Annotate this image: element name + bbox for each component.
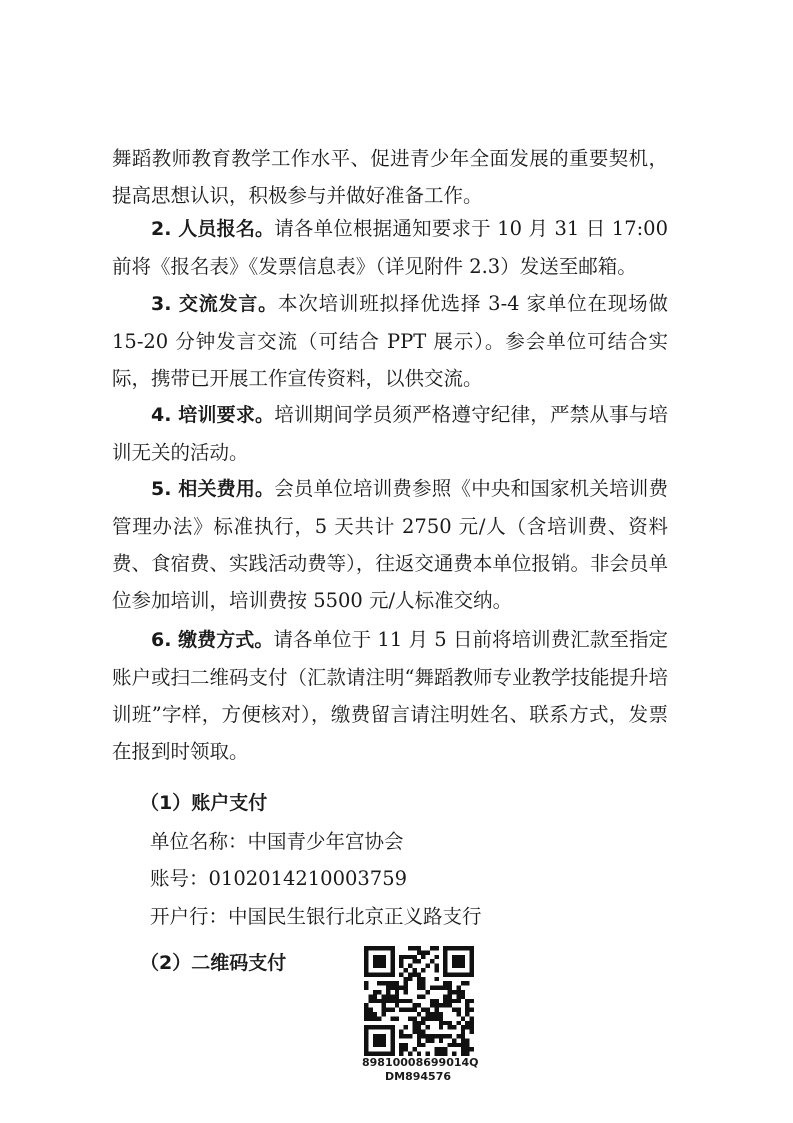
account-number: 账号：0102014210003759 [150, 867, 408, 890]
paragraph-exchange [112, 285, 668, 397]
paragraph-heading: 2. 人员报名。 [151, 218, 275, 240]
qr-code-number-line1: 89810008699014Q [362, 1056, 479, 1069]
paragraph-payment-method [112, 621, 668, 770]
paragraph-requirements [112, 396, 668, 471]
paragraph-text: 本次培训班拟择优选择 3-4 家单位在现场做 15-20 分钟发言交流（可结合 PPT 展示）。参会单位可结合实际，携带已开展工作宣传资料，以供交流。 [112, 292, 668, 390]
paragraph-text: 请各单位根据通知要求于 10 月 31 日 17:00 前将《报名表》《发票信息表》（详见附件 2.3）发送至邮箱。 [112, 217, 668, 278]
paragraph-heading: 3. 交流发言。 [151, 293, 278, 315]
paragraph-text: 舞蹈教师教育教学工作水平、促进青少年全面发展的重要契机，提高思想认识，积极参与并做好准备工作。 [112, 147, 668, 207]
account-payment-heading: （1）账户支付 [140, 792, 268, 814]
account-name: 单位名称：中国青少年宫协会 [150, 830, 404, 853]
paragraph-heading: 5. 相关费用。 [151, 478, 275, 500]
paragraph-text: 请各单位于 11 月 5 日前将培训费汇款至指定账户或扫二维码支付（汇款请注明“舞蹈教师专业教学技能提升培训班”字样，方便核对），缴费留言请注明姓名、联系方式，发票在报到时领取。 [112, 628, 668, 763]
paragraph-heading: 6. 缴费方式。 [151, 629, 274, 651]
qr-code-block [362, 946, 479, 1084]
paragraph-intro [112, 140, 668, 214]
paragraph-text: 培训期间学员须严格遵守纪律，严禁从事与培训无关的活动。 [112, 403, 668, 464]
paragraph-registration [112, 210, 668, 285]
paragraph-fees [112, 470, 668, 619]
account-bank: 开户行：中国民生银行北京正义路支行 [150, 905, 482, 928]
paragraph-text: 会员单位培训费参照《中央和国家机关培训费管理办法》标准执行，5 天共计 2750 元/人（含培训费、资料费、食宿费、实践活动费等），往返交通费本单位报销。非会员单位参加培训，培训费按 5500 元/人标准交纳。 [112, 477, 668, 612]
qr-code-number-line2: DM894576 [385, 1070, 451, 1083]
paragraph-heading: 4. 培训要求。 [151, 404, 275, 426]
qr-code-image[interactable] [364, 946, 474, 1056]
qr-payment-heading: （2）二维码支付 [140, 952, 287, 974]
